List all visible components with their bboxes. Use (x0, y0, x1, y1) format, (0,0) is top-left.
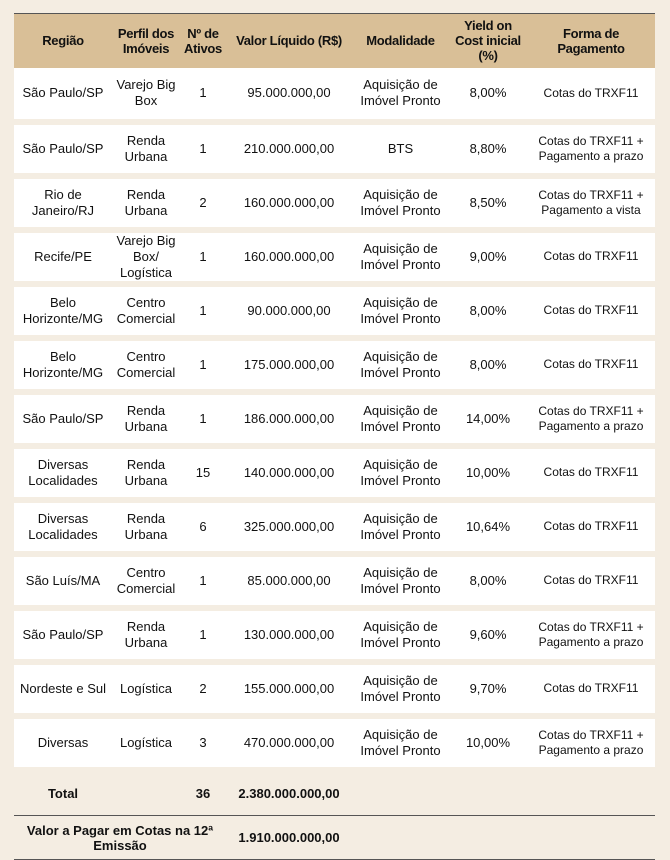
cell-pagamento: Cotas do TRXF11 (527, 662, 655, 716)
total-empty (352, 770, 449, 816)
cell-ativos: 1 (180, 122, 226, 176)
cell-valor: 160.000.000,00 (226, 176, 352, 230)
cell-valor: 160.000.000,00 (226, 230, 352, 284)
cell-regiao: São Paulo/SP (14, 608, 112, 662)
cell-ativos: 3 (180, 716, 226, 770)
cell-ativos: 1 (180, 68, 226, 122)
cell-pagamento: Cotas do TRXF11 + Pagamento a vista (527, 176, 655, 230)
cell-regiao: Belo Horizonte/MG (14, 284, 112, 338)
total-empty (527, 770, 655, 816)
cell-yield: 9,70% (449, 662, 527, 716)
cell-regiao: São Paulo/SP (14, 68, 112, 122)
cell-pagamento: Cotas do TRXF11 (527, 284, 655, 338)
cell-pagamento: Cotas do TRXF11 (527, 68, 655, 122)
payment-empty (449, 816, 527, 860)
cell-modalidade: Aquisição de Imóvel Pronto (352, 446, 449, 500)
table-row (14, 716, 655, 770)
assets-table (14, 13, 655, 860)
table-row (14, 662, 655, 716)
cell-perfil: Centro Comercial (112, 554, 180, 608)
cell-yield: 8,00% (449, 284, 527, 338)
cell-ativos: 1 (180, 554, 226, 608)
cell-perfil: Centro Comercial (112, 338, 180, 392)
cell-valor: 85.000.000,00 (226, 554, 352, 608)
cell-ativos: 2 (180, 176, 226, 230)
cell-valor: 155.000.000,00 (226, 662, 352, 716)
header-pagamento: Forma de Pagamento (527, 14, 655, 68)
cell-ativos: 1 (180, 608, 226, 662)
cell-modalidade: Aquisição de Imóvel Pronto (352, 338, 449, 392)
cell-valor: 90.000.000,00 (226, 284, 352, 338)
cell-yield: 9,60% (449, 608, 527, 662)
table-row (14, 68, 655, 122)
total-label: Total (47, 785, 79, 801)
cell-valor: 210.000.000,00 (226, 122, 352, 176)
cell-ativos: 6 (180, 500, 226, 554)
cell-regiao: Diversas Localidades (14, 500, 112, 554)
cell-modalidade: Aquisição de Imóvel Pronto (352, 176, 449, 230)
cell-pagamento: Cotas do TRXF11 (527, 338, 655, 392)
cell-pagamento: Cotas do TRXF11 (527, 500, 655, 554)
cell-perfil: Renda Urbana (112, 392, 180, 446)
cell-valor: 325.000.000,00 (226, 500, 352, 554)
header-regiao: Região (14, 14, 112, 68)
cell-modalidade: Aquisição de Imóvel Pronto (352, 608, 449, 662)
cell-yield: 10,00% (449, 446, 527, 500)
cell-perfil: Varejo Big Box/ Logística (112, 230, 180, 284)
cell-yield: 10,64% (449, 500, 527, 554)
cell-modalidade: Aquisição de Imóvel Pronto (352, 500, 449, 554)
cell-valor: 95.000.000,00 (226, 68, 352, 122)
payment-label: Valor a Pagar em Cotas na 12ª Emissão (14, 816, 226, 860)
cell-modalidade: Aquisição de Imóvel Pronto (352, 284, 449, 338)
cell-regiao: Diversas Localidades (14, 446, 112, 500)
header-yield: Yield on Cost inicial (%) (449, 14, 527, 68)
header-row (14, 14, 655, 68)
cell-perfil: Varejo Big Box (112, 68, 180, 122)
table-row (14, 554, 655, 608)
cell-regiao: Nordeste e Sul (14, 662, 112, 716)
total-row (14, 770, 655, 816)
cell-modalidade: Aquisição de Imóvel Pronto (352, 392, 449, 446)
cell-pagamento: Cotas do TRXF11 + Pagamento a prazo (527, 392, 655, 446)
cell-yield: 8,80% (449, 122, 527, 176)
cell-modalidade: Aquisição de Imóvel Pronto (352, 554, 449, 608)
cell-modalidade: Aquisição de Imóvel Pronto (352, 662, 449, 716)
cell-regiao: Belo Horizonte/MG (14, 338, 112, 392)
cell-perfil: Renda Urbana (112, 122, 180, 176)
cell-yield: 8,00% (449, 554, 527, 608)
cell-regiao: Rio de Janeiro/RJ (14, 176, 112, 230)
cell-valor: 470.000.000,00 (226, 716, 352, 770)
header-modalidade: Modalidade (352, 14, 449, 68)
cell-regiao: São Paulo/SP (14, 392, 112, 446)
cell-modalidade: Aquisição de Imóvel Pronto (352, 716, 449, 770)
total-empty (449, 770, 527, 816)
cell-modalidade: BTS (352, 122, 449, 176)
cell-yield: 8,50% (449, 176, 527, 230)
cell-pagamento: Cotas do TRXF11 (527, 230, 655, 284)
cell-perfil: Centro Comercial (112, 284, 180, 338)
table-row (14, 446, 655, 500)
cell-regiao: Diversas (14, 716, 112, 770)
total-empty (112, 770, 180, 816)
cell-ativos: 15 (180, 446, 226, 500)
cell-yield: 14,00% (449, 392, 527, 446)
cell-regiao: São Paulo/SP (14, 122, 112, 176)
cell-modalidade: Aquisição de Imóvel Pronto (352, 230, 449, 284)
payment-valor: 1.910.000.000,00 (226, 816, 352, 860)
header-ativos: Nº de Ativos (180, 14, 226, 68)
cell-perfil: Logística (112, 662, 180, 716)
cell-valor: 175.000.000,00 (226, 338, 352, 392)
header-perfil: Perfil dos Imóveis (112, 14, 180, 68)
cell-pagamento: Cotas do TRXF11 (527, 446, 655, 500)
cell-pagamento: Cotas do TRXF11 + Pagamento a prazo (527, 716, 655, 770)
cell-yield: 10,00% (449, 716, 527, 770)
cell-regiao: Recife/PE (14, 230, 112, 284)
cell-ativos: 1 (180, 392, 226, 446)
payment-row (14, 816, 655, 860)
cell-perfil: Renda Urbana (112, 446, 180, 500)
cell-ativos: 1 (180, 338, 226, 392)
cell-valor: 186.000.000,00 (226, 392, 352, 446)
cell-pagamento: Cotas do TRXF11 (527, 554, 655, 608)
cell-perfil: Renda Urbana (112, 500, 180, 554)
cell-yield: 8,00% (449, 338, 527, 392)
cell-perfil: Renda Urbana (112, 608, 180, 662)
total-valor: 2.380.000.000,00 (238, 785, 340, 801)
table-row (14, 392, 655, 446)
table-row (14, 284, 655, 338)
table-row (14, 176, 655, 230)
payment-empty (352, 816, 449, 860)
cell-modalidade: Aquisição de Imóvel Pronto (352, 68, 449, 122)
table-row (14, 608, 655, 662)
cell-ativos: 1 (180, 230, 226, 284)
table-row (14, 230, 655, 284)
table-row (14, 122, 655, 176)
cell-valor: 140.000.000,00 (226, 446, 352, 500)
cell-yield: 9,00% (449, 230, 527, 284)
cell-ativos: 1 (180, 284, 226, 338)
table-row (14, 500, 655, 554)
payment-empty (527, 816, 655, 860)
total-ativos: 36 (195, 785, 211, 801)
cell-valor: 130.000.000,00 (226, 608, 352, 662)
cell-regiao: São Luís/MA (14, 554, 112, 608)
cell-pagamento: Cotas do TRXF11 + Pagamento a prazo (527, 608, 655, 662)
cell-ativos: 2 (180, 662, 226, 716)
table-row (14, 338, 655, 392)
cell-yield: 8,00% (449, 68, 527, 122)
cell-perfil: Logística (112, 716, 180, 770)
cell-pagamento: Cotas do TRXF11 + Pagamento a prazo (527, 122, 655, 176)
header-valor: Valor Líquido (R$) (226, 14, 352, 68)
cell-perfil: Renda Urbana (112, 176, 180, 230)
